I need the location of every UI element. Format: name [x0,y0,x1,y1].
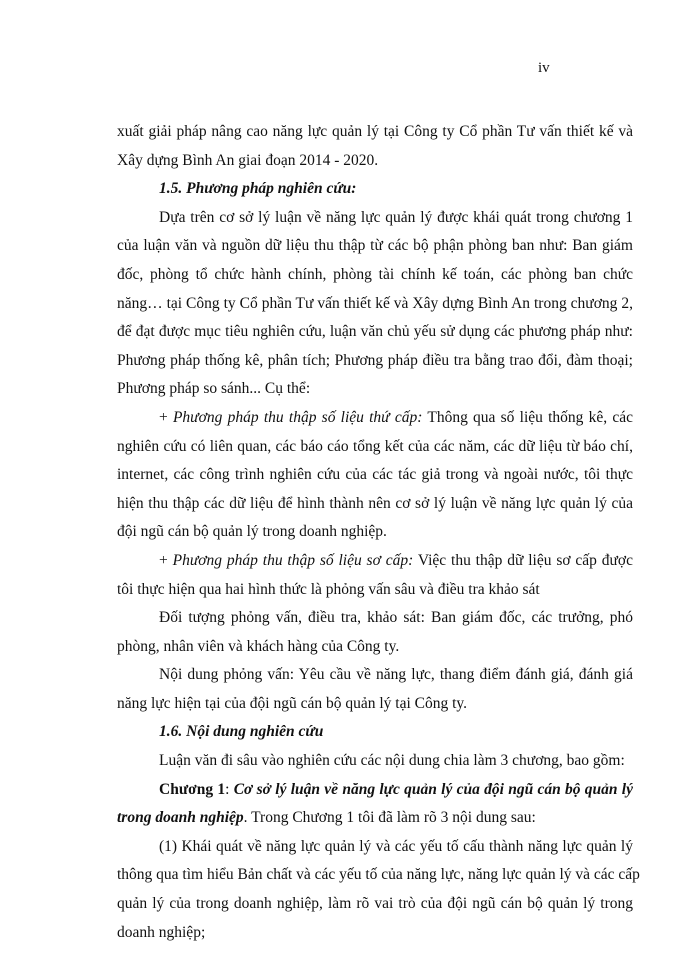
text-line [117,804,633,833]
text-line [117,261,633,290]
text-line [117,204,633,233]
text-run: Nội dung phỏng vấn: Yêu cầu về năng lực, thang điểm đánh giá, đánh giá [159,666,633,684]
text-run: đốc, phòng tổ chức hành chính, phòng tài chính kế toán, các phòng ban chức [117,265,633,283]
text-line [117,147,633,176]
text-line [117,118,633,147]
text-line [117,461,633,490]
text-run: Thông qua số liệu thống kê, các [422,408,633,426]
text-line [117,375,633,404]
text-run: xuất giải pháp nâng cao năng lực quản lý tại Công ty Cổ phần Tư vấn thiết kế và [117,123,633,140]
text-run: Chương 1 [159,780,226,798]
text-line [117,433,633,462]
page-number: iv [538,60,550,76]
text-line [117,518,633,547]
text-line [117,576,633,605]
text-run: Đối tượng phỏng vấn, điều tra, khảo sát: Ban giám đốc, các trưởng, phó [159,609,633,627]
text-line [117,318,633,347]
text-run: trong doanh nghiệp [117,809,244,827]
text-run: Dựa trên cơ sở lý luận về năng lực quản lý được khái quát trong chương 1 [159,208,633,226]
text-run: Việc thu thập dữ liệu sơ cấp được [413,551,633,569]
text-line [117,547,633,576]
body-text [117,118,640,947]
text-run: 1.6. Nội dung nghiên cứu [159,723,324,741]
text-line [117,404,633,433]
text-line [117,604,633,633]
text-line [117,690,633,719]
text-line [117,633,633,662]
text-line [117,833,633,862]
text-run: Phương pháp thống kê, phân tích; Phương pháp điều tra bằng trao đổi, đàm thoại; [117,351,633,369]
text-run: nghiên cứu có liên quan, các báo cáo tổng kết của các năm, các dữ liệu từ báo chí, [117,437,633,455]
text-line [117,490,633,519]
text-line [117,776,633,805]
text-run: năng lực hiện tại của đội ngũ cán bộ quản lý tại Công ty. [117,694,468,712]
text-run: + [159,408,173,426]
text-run: quản lý của trong doanh nghiệp, làm rõ vai trò của đội ngũ cán bộ quản lý trong [117,895,633,913]
text-line [117,919,633,948]
text-run: doanh nghiệp; [117,923,206,941]
text-run: năng… tại Công ty Cổ phần Tư vấn thiết kế và Xây dựng Bình An trong chương 2, [117,294,633,312]
text-run: Cơ sở lý luận về năng lực quản lý của đội ngũ cán bộ quản lý [233,780,633,798]
text-line [117,718,633,747]
text-line [117,747,633,776]
text-line [117,347,633,376]
text-run: . Trong Chương 1 tôi đã làm rõ 3 nội dung sau: [243,809,536,827]
text-run: thông qua tìm hiểu Bản chất và các yếu tố của năng lực, năng lực quản lý và các cấp [117,866,640,884]
text-run: internet, các công trình nghiên cứu của các tác giả trong và ngoài nước, tôi thực [117,466,633,484]
text-run: Xây dựng Bình An giai đoạn 2014 - 2020. [117,151,379,169]
text-run: của luận văn và nguồn dữ liệu thu thập từ các bộ phận phòng ban như: Ban giám [117,237,633,255]
text-line [117,661,633,690]
text-line [117,861,640,890]
text-run: (1) Khái quát về năng lực quản lý và các yếu tố cấu thành năng lực quản lý [159,837,633,855]
text-line [117,232,633,261]
text-run: phòng, nhân viên và khách hàng của Công ty. [117,637,400,655]
text-run: 1.5. Phương pháp nghiên cứu: [159,180,357,198]
text-line [117,175,633,204]
text-run: : [225,780,234,798]
text-run: Phương pháp thu thập số liệu thứ cấp: [172,408,423,426]
text-run: để đạt được mục tiêu nghiên cứu, luận văn chủ yếu sử dụng các phương pháp như: [117,323,633,341]
text-run: đội ngũ cán bộ quản lý trong doanh nghiệp. [117,523,387,541]
text-run: + [159,551,173,569]
text-line [117,290,633,319]
text-line [117,890,633,919]
text-run: Phương pháp so sánh... Cụ thể: [117,380,311,398]
text-run: Luận văn đi sâu vào nghiên cứu các nội dung chia làm 3 chương, bao gồm: [159,752,625,770]
text-run: hiện thu thập các dữ liệu để hình thành nên cơ sở lý luận về năng lực quản lý của [117,494,633,512]
text-run: Phương pháp thu thập số liệu sơ cấp: [172,551,414,569]
text-run: tôi thực hiện qua hai hình thức là phỏng vấn sâu và điều tra khảo sát [117,580,540,598]
